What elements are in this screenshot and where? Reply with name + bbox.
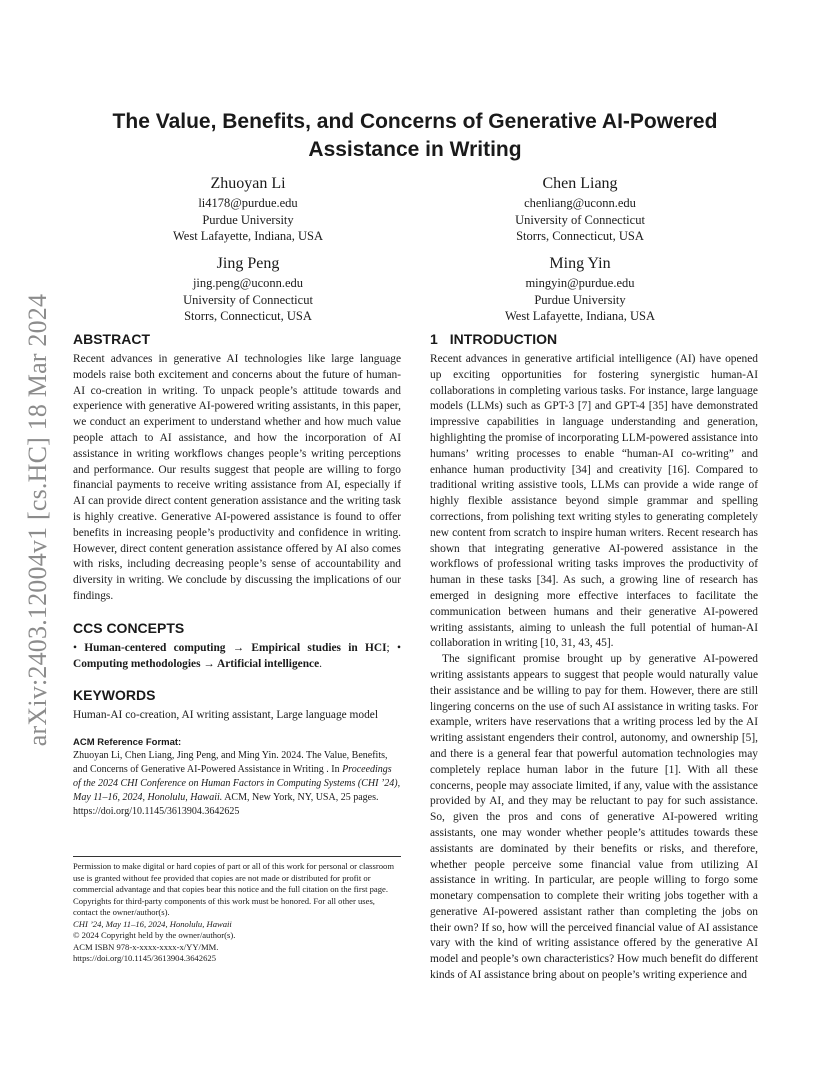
keywords-heading: KEYWORDS bbox=[73, 687, 156, 704]
author-location: Storrs, Connecticut, USA bbox=[516, 229, 644, 243]
author-block bbox=[148, 174, 348, 245]
author-location: West Lafayette, Indiana, USA bbox=[173, 229, 323, 243]
ccs-heading: CCS CONCEPTS bbox=[73, 619, 185, 636]
author-name: Chen Liang bbox=[542, 175, 618, 192]
conference-line: CHI ’24, May 11–16, 2024, Honolulu, Hawaii bbox=[73, 918, 232, 929]
reference-part: Zhuoyan Li, Chen Liang, Jing Peng, and Ming Yin. 2024. The Value, Benefits, and Concerns of Generative AI-Powered Assistance in Writing . In bbox=[73, 750, 388, 776]
footnote-divider bbox=[73, 856, 401, 857]
abstract-text: Recent advances in generative AI technologies like large language models raise both excitement and concerns about the future of human-AI co-creation in writing. To unpack people’s attitude towards and experience with generative AI-powered writing assistants, in this paper, we conduct an experiment to understand whether and how much value people attach to AI assistance, and how the incorporation of AI assistance in writing workflows changes people’s writing perceptions and performance. Our results suggest that people are willing to forgo financial payments to receive writing assistance from AI, especially if AI can provide direct content generation assistance and the writing task is highly creative. Generative AI-powered assistance is found to offer benefits in increasing people’s productivity and confidence in writing. However, direct content generation assistance offered by AI also comes with risks, including decreasing people’s sense of accountability and diversity in writing. We conclude by discussing the implications of our findings. bbox=[73, 353, 401, 602]
author-name: Ming Yin bbox=[549, 255, 611, 272]
author-email[interactable]: mingyin@purdue.edu bbox=[525, 276, 635, 290]
doi-link[interactable]: https://doi.org/10.1145/3613904.3642625 bbox=[73, 953, 216, 963]
introduction-heading bbox=[430, 330, 758, 348]
introduction-paragraph: The significant promise brought up by generative AI-powered writing assistants appears to suggest that people would naturally value their assistance and be willing to pay for them. However, there are still lingering concerns on the use of such AI assistance in writing tasks. For example, writers have reservations that a writing process led by the AI writing assistant engenders their control, autonomy, and ownership [5], and there is a general fear that powerful automation technologies may completely replace human labor in the future [1]. With all these concerns, people may associate limited, if any, value with the assistance provided by AI, and they may be reluctant to pay for such assistance. So, given the pros and cons of generative AI-powered writing assistants, one may wonder whether people’s attitudes towards these assistants are dominated by their benefits or risks, and therefore, whether people perceive some financial value from utilizing AI assistance in writing. In particular, are people willing to forgo some monetary compensation to complete their writing jobs together with a generative AI-powered assistant rather than completing the jobs on their own? If so, how will the perceived financial value of AI assistance vary with the kind of writing assistance offered by the generative AI model and people’s own characteristics? How much benefit do different kinds of AI assistance bring about on people’s writing experience and bbox=[430, 653, 758, 982]
author-email[interactable]: chenliang@uconn.edu bbox=[524, 196, 636, 210]
abstract-heading: ABSTRACT bbox=[73, 331, 150, 347]
section-title: INTRODUCTION bbox=[449, 331, 558, 347]
author-block bbox=[480, 254, 680, 325]
permission-text: Permission to make digital or hard copies of part or all of this work for personal or classroom use is granted without fee provided that copies are not made or distributed for profit or commercial advantage and that copies bear this notice and the full citation on the first page. Copyrights for third-party components of this work must be honored. For all other uses, contact the owner/author(s). bbox=[73, 861, 394, 917]
reference-format-heading: ACM Reference Format: bbox=[73, 737, 182, 749]
author-block bbox=[480, 174, 680, 245]
ccs-concepts bbox=[73, 641, 401, 673]
reference-venue: Proceedings of the 2024 CHI Conference on Human Factors in Computing Systems (CHI ’24), May 11–16, 2024, Honolulu, Hawaii. bbox=[73, 764, 401, 804]
left-column bbox=[73, 330, 401, 819]
isbn-line: ACM ISBN 978-x-xxxx-xxxx-x/YY/MM. bbox=[73, 941, 219, 952]
arxiv-sidebar bbox=[18, 280, 58, 760]
introduction-paragraph: Recent advances in generative artificial intelligence (AI) have opened up exciting opportunities for fostering synergistic human-AI collaborations in completing various tasks. For instance, large language models (LLMs) such as GPT-3 [7] and GPT-4 [35] have demonstrated impressive capabilities in language understanding and generation, highlighting the promise of incorporating LLM-powered assistance into humans’ writing processes to enable “human-AI co-writing” and enhance human productivity [34] and creativity [16]. Compared to traditional writing assistive tools, LLMs can provide a wide range of highly flexible assistance beyond simple grammar and spelling corrections, from polishing text writing styles to generating completely new content from scratch to inspire human writers. Recent research has shown that integrating generative AI-powered assistance in the workflows of professional writing tasks improves the productivity of human in these tasks [34]. As such, a growing line of research has emerged in designing more effective interfaces to facilitate the communication between humans and their generative AI-powered writing assistants, aiming to unleash the full potential of human-AI collaboration in writing [10, 31, 43, 45]. bbox=[430, 353, 758, 650]
keywords-text: Human-AI co-creation, AI writing assistant, Large language model bbox=[73, 709, 379, 722]
author-name: Zhuoyan Li bbox=[210, 175, 286, 192]
author-affiliation: Purdue University bbox=[202, 212, 294, 227]
right-column bbox=[430, 330, 758, 984]
reference-format-text bbox=[73, 749, 401, 819]
author-location: Storrs, Connecticut, USA bbox=[184, 309, 312, 323]
ccs-separator: ; • bbox=[386, 641, 401, 654]
reference-part[interactable]: ACM, New York, NY, USA, 25 pages. https://doi.org/10.1145/3613904.3642625 bbox=[73, 792, 379, 818]
author-location: West Lafayette, Indiana, USA bbox=[505, 309, 655, 323]
copyright-line: © 2024 Copyright held by the owner/author(s). bbox=[73, 930, 236, 940]
author-affiliation: Purdue University bbox=[534, 292, 626, 307]
section-number: 1 bbox=[430, 331, 438, 347]
title-line-2: Assistance in Writing bbox=[308, 138, 522, 161]
ccs-concept: Human-centered computing → Empirical studies in HCI bbox=[84, 641, 387, 654]
author-email[interactable]: jing.peng@uconn.edu bbox=[192, 276, 304, 290]
permission-notice bbox=[73, 861, 401, 965]
author-email[interactable]: li4178@purdue.edu bbox=[198, 196, 298, 210]
title-line-1: The Value, Benefits, and Concerns of Generative AI-Powered bbox=[112, 110, 718, 133]
author-block bbox=[148, 254, 348, 325]
author-name: Jing Peng bbox=[216, 255, 280, 272]
author-affiliation: University of Connecticut bbox=[515, 212, 645, 227]
paper-title bbox=[70, 108, 760, 164]
ccs-end: . bbox=[319, 657, 323, 670]
ccs-concept: Computing methodologies → Artificial intelligence bbox=[73, 657, 320, 670]
ccs-bullet: • bbox=[73, 641, 85, 654]
author-affiliation: University of Connecticut bbox=[183, 292, 313, 307]
arxiv-identifier: arXiv:2403.12004v1 [cs.HC] 18 Mar 2024 bbox=[23, 293, 52, 747]
